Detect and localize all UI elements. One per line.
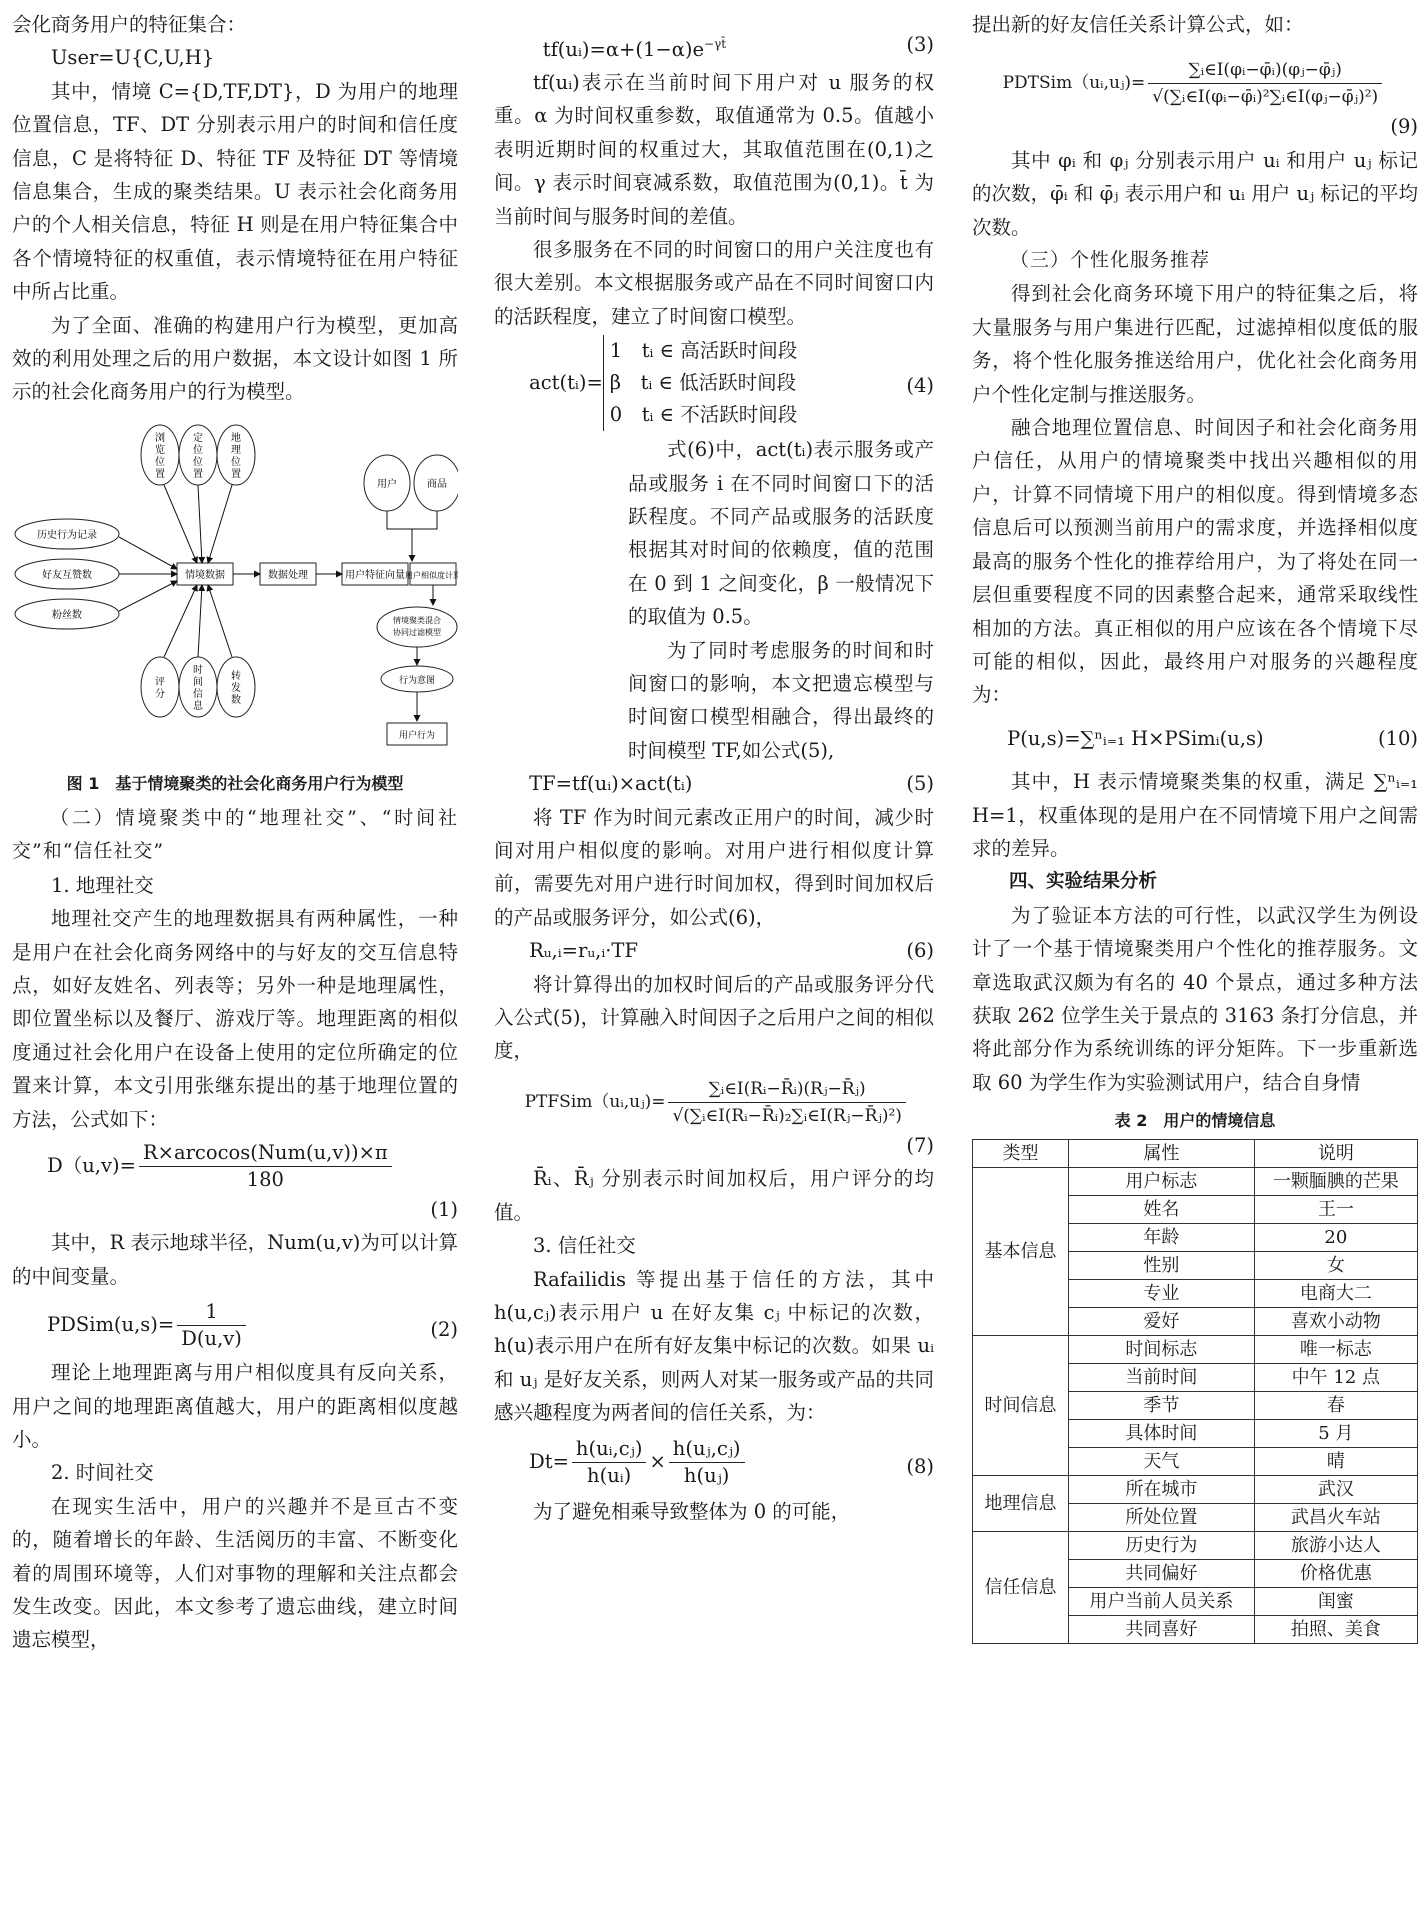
table-row <box>973 1532 1418 1560</box>
table-cell: 季节 <box>1068 1392 1254 1420</box>
paragraph: 得到社会化商务环境下用户的特征集之后，将大量服务与用户集进行匹配，过滤掉相似度低的服务，将个性化服务推送给用户，优化社会化商务用户个性化定制与推送服务。 <box>972 282 1418 406</box>
paragraph: 为了验证本方法的可行性，以武汉学生为例设计了一个基于情境聚类用户个性化的推荐服务。文章选取武汉颇为有名的 40 个景点，通过多种方法获取 262 位学生关于景点的 3163 条打分信息，并将此部分作为系统训练的评分矩阵。下一步重新选取 60 为学生作为实验测试用户，结合自身情 <box>972 903 1418 1094</box>
table-cell: 共同喜好 <box>1068 1616 1254 1644</box>
paragraph: 其中，情境 C={D,TF,DT}，D 为用户的地理位置信息，TF、DT 分别表示用户的时间和信任度信息，C 是将特征 D、特征 TF 及特征 DT 等情境信息集合，生成的聚类结果。U 表示社会化商务用户的个人相关信息，特征 H 则是在用户特征集合中各个情境特征的权重值，表示情境特征在用户特征中所占比重。 <box>12 79 458 304</box>
table-cell: 时间标志 <box>1068 1336 1254 1364</box>
eq4-case-2: β tᵢ ∈ 低活跃时间段 <box>609 371 797 395</box>
equation-user: User=U{C,U,H} <box>51 46 215 70</box>
eq1-denominator: 180 <box>246 1167 284 1191</box>
table-group-cell: 基本信息 <box>973 1168 1069 1336</box>
table-row <box>973 1476 1418 1504</box>
node-history-label: 历史行为记录 <box>37 529 97 541</box>
context-info-table <box>972 1139 1418 1644</box>
eq9-left: PDTSim（uᵢ,uⱼ)= <box>1002 73 1146 94</box>
table-cell: 女 <box>1254 1252 1417 1280</box>
eq1-number: (1) <box>430 1197 458 1221</box>
figure-1 <box>12 421 458 766</box>
subsection-title: 2. 时间社交 <box>51 1461 154 1485</box>
table-header-row <box>973 1140 1418 1168</box>
eq7-number: (7) <box>906 1133 934 1157</box>
table-cell: 旅游小达人 <box>1254 1532 1417 1560</box>
equation-10 <box>972 722 1418 755</box>
table-cell: 王一 <box>1254 1196 1417 1224</box>
table-cell: 拍照、美食 <box>1254 1616 1417 1644</box>
paragraph: R̄ᵢ、R̄ⱼ 分别表示时间加权后，用户评分的均值。 <box>494 1167 934 1224</box>
eq8-num-2: h(uⱼ,cⱼ) <box>669 1436 745 1463</box>
eq2-denominator: D(u,v) <box>181 1327 242 1351</box>
table-cell: 共同偏好 <box>1068 1560 1254 1588</box>
table-cell: 所在城市 <box>1068 1476 1254 1504</box>
paragraph: 在现实生活中，用户的兴趣并不是亘古不变的，随着增长的年龄、生活阅历的丰富、不断变化着的周围环境等，人们对事物的理解和关注点都会发生改变。因此，本文参考了遗忘曲线，建立时间遗忘模型， <box>12 1494 458 1652</box>
section-title: 四、实验结果分析 <box>1009 871 1158 893</box>
paragraph: 提出新的好友信任关系计算公式，如： <box>972 13 1304 36</box>
paragraph: Rafailidis 等提出基于信任的方法，其中 h(u,cⱼ)表示用户 u 在好友集 cⱼ 中标记的次数，h(u)表示用户在所有好友集中标记的次数。如果 uᵢ 和 uⱼ 是好友关系，则两人对某一服务或产品的共同感兴趣程度为两者间的信任关系，为： <box>494 1267 934 1425</box>
node-vector-label: 用户特征向量 <box>345 569 405 581</box>
table-header-cell: 属性 <box>1068 1140 1254 1168</box>
table-cell: 唯一标志 <box>1254 1336 1417 1364</box>
table-cell: 闺蜜 <box>1254 1588 1417 1616</box>
eq3-sup: −γt̄ <box>704 37 727 51</box>
subsection-title: 3. 信任社交 <box>533 1234 636 1258</box>
node-cluster-label-1: 情境聚类混合 <box>393 615 441 625</box>
equation-5 <box>494 767 934 800</box>
eq8-number: (8) <box>906 1454 934 1478</box>
node-timeinfo-label: 时间信息 <box>193 664 203 712</box>
table-cell: 姓名 <box>1068 1196 1254 1224</box>
table-cell: 用户当前人员关系 <box>1068 1588 1254 1616</box>
eq4-case-1: 1 tᵢ ∈ 高活跃时间段 <box>609 339 798 363</box>
table-row <box>973 1168 1418 1196</box>
table-caption: 表 2 用户的情境信息 <box>1114 1111 1276 1131</box>
table-cell: 爱好 <box>1068 1308 1254 1336</box>
eq1-numerator: R×arcocos(Num(u,v))×π <box>139 1140 392 1167</box>
table-group-cell: 地理信息 <box>973 1476 1069 1532</box>
table-cell: 所处位置 <box>1068 1504 1254 1532</box>
table-cell: 历史行为 <box>1068 1532 1254 1560</box>
table-cell: 5 月 <box>1254 1420 1417 1448</box>
table-cell: 武昌火车站 <box>1254 1504 1417 1532</box>
node-fans-label: 粉丝数 <box>52 609 82 621</box>
eq9-denominator: √(∑ᵢ∈I(φᵢ−φ̄ᵢ)²∑ᵢ∈I(φⱼ−φ̄ⱼ)²) <box>1152 87 1379 108</box>
node-cluster-label-2: 协同过滤模型 <box>393 627 441 637</box>
paragraph: 其中，H 表示情境聚类集的权重，满足 ∑ⁿᵢ₌₁ H=1，权重体现的是用户在不同情境下用户之间需求的差异。 <box>972 770 1418 860</box>
table-cell: 一颗腼腆的芒果 <box>1254 1168 1417 1196</box>
table-cell: 武汉 <box>1254 1476 1417 1504</box>
node-behavior-label: 用户行为 <box>398 730 436 741</box>
node-cluster <box>377 607 457 647</box>
table-cell: 价格优惠 <box>1254 1560 1417 1588</box>
paragraph: 为了全面、准确的构建用户行为模型，更加高效的利用处理之后的用户数据，本文设计如图 1 所示的社会化商务用户的行为模型。 <box>12 313 458 404</box>
table-cell: 用户标志 <box>1068 1168 1254 1196</box>
eq5-text: TF=tf(uᵢ)×act(tᵢ) <box>529 772 693 796</box>
eq5-number: (5) <box>906 772 934 796</box>
paragraph: tf(uᵢ)表示在当前时间下用户对 u 服务的权重。α 为时间权重参数，取值通常为 0.5。值越小表明近期时间的权重过大，其取值范围在(0,1)之间。γ 表示时间衰减系数，取值范围为(0,1)。t̄ 为当前时间与服务时间的差值。 <box>494 70 934 228</box>
table-cell: 年龄 <box>1068 1224 1254 1252</box>
node-rating-label: 评分 <box>155 676 165 700</box>
eq8-den-2: h(uⱼ) <box>683 1463 730 1487</box>
eq2-left: PDSim(u,s)= <box>47 1313 175 1337</box>
table-cell: 20 <box>1254 1224 1417 1252</box>
table-cell: 电商大二 <box>1254 1280 1417 1308</box>
eq1-left: D（u,v)= <box>47 1153 136 1177</box>
figure-caption: 图 1 基于情境聚类的社会化商务用户行为模型 <box>66 773 404 793</box>
node-user-label: 用户 <box>377 478 397 490</box>
table-cell: 当前时间 <box>1068 1364 1254 1392</box>
paragraph: 将 TF 作为时间元素改正用户的时间，减少时间对用户相似度的影响。对用户进行相似度计算前，需要先对用户进行时间加权，得到时间加权后的产品或服务评分，如公式(6)， <box>494 805 934 929</box>
paragraph: 会化商务用户的特征集合： <box>12 13 247 36</box>
eq6-number: (6) <box>906 939 934 963</box>
node-context-label: 情境数据 <box>185 569 225 581</box>
node-simcalc-label: 用户相似度计算 <box>405 570 458 580</box>
equation-1 <box>12 1140 458 1193</box>
eq3-number: (3) <box>906 33 934 56</box>
table-header-cell: 类型 <box>973 1140 1069 1168</box>
eq6-text: Rᵤ,ᵢ=rᵤ,ᵢ·TF <box>529 939 638 963</box>
paragraph: 融合地理位置信息、时间因子和社会化商务用户信任，从用户的情境聚类中找出兴趣相似的用户，计算不同情境下用户的相似度。得到情境多态信息后可以预测当前用户的需求度，并选择相似度最高的服务个性化的推荐给用户，为了将处在同一层但重要程度不同的因素整合起来，通常采取线性相加的方法。真正相似的用户应该在各个情境下尽可能的相似，因此，最终用户对服务的兴趣程度为： <box>972 416 1418 707</box>
eq7-denominator: √(∑ᵢ∈I(Rᵢ−R̄ᵢ)₂∑ᵢ∈I(Rⱼ−R̄ⱼ)²) <box>672 1105 902 1126</box>
paragraph: 理论上地理距离与用户相似度具有反向关系，用户之间的地理距离值越大，用户的距离相似度越小。 <box>12 1361 458 1451</box>
paragraph: 式(6)中，act(tᵢ)表示服务或产品或服务 i 在不同时间窗口下的活跃程度。不同产品或服务的活跃度根据其对时间的依赖度，值的范围在 0 到 1 之间变化，β 一般情况下的取值为 0.5。 <box>628 438 934 629</box>
table-group-cell: 时间信息 <box>973 1336 1069 1476</box>
eq7-numerator: ∑ᵢ∈I(Rᵢ−R̄ᵢ)(Rⱼ−R̄ⱼ) <box>668 1076 905 1103</box>
node-intent-label: 行为意图 <box>398 675 436 686</box>
node-locate-label: 定位位置 <box>193 432 203 480</box>
node-forward-label: 转发数 <box>231 670 241 706</box>
eq4-left: act(tᵢ)= <box>529 370 603 394</box>
table-cell: 春 <box>1254 1392 1417 1420</box>
eq2-number: (2) <box>430 1318 458 1342</box>
node-geo-label: 地理位置 <box>231 432 241 480</box>
table-cell: 天气 <box>1068 1448 1254 1476</box>
equation-4 <box>494 335 934 431</box>
column-right <box>972 8 1418 1644</box>
eq4-case-3: 0 tᵢ ∈ 不活跃时间段 <box>609 403 798 427</box>
table-cell: 晴 <box>1254 1448 1417 1476</box>
paragraph: 地理社交产生的地理数据具有两种属性，一种是用户在社会化商务网络中的与好友的交互信息特点，如好友姓名、列表等；另外一种是地理属性，即位置坐标以及餐厅、游戏厅等。地理距离的相似度通过社会化用户在设备上使用的定位所确定的位置来计算，本文引用张继东提出的基于地理位置的方法，公式如下： <box>12 907 458 1131</box>
eq2-numerator: 1 <box>177 1299 246 1326</box>
table-row <box>973 1336 1418 1364</box>
eq10-text: P(u,s)=∑ⁿᵢ₌₁ H×PSimᵢ(u,s) <box>1007 726 1264 750</box>
eq4-number: (4) <box>906 374 934 398</box>
node-friends-label: 好友互赞数 <box>42 569 92 581</box>
paragraph: 为了避免相乘导致整体为 0 的可能， <box>533 1499 851 1523</box>
eq8-num-1: h(uᵢ,cⱼ) <box>572 1436 647 1463</box>
node-process-label: 数据处理 <box>268 569 308 581</box>
table-cell: 喜欢小动物 <box>1254 1308 1417 1336</box>
paragraph: 其中 φᵢ 和 φⱼ 分别表示用户 uᵢ 和用户 uⱼ 标记的次数，φ̄ᵢ 和 φ̄ⱼ 表示用户和 uᵢ 用户 uⱼ 标记的平均次数。 <box>972 148 1418 239</box>
table-cell: 性别 <box>1068 1252 1254 1280</box>
node-goods-label: 商品 <box>427 478 447 490</box>
eq9-number: (9) <box>1390 115 1418 139</box>
eq3-text: tf(uᵢ)=α+(1−α)e <box>542 37 705 61</box>
table-cell: 专业 <box>1068 1280 1254 1308</box>
eq10-number: (10) <box>1377 726 1418 750</box>
equation-8: Dt= $\frac{\text{h(uᵢ,cⱼ)}}{\text{h(uᵢ)}}$ × $\frac{\text{h(uⱼ,cⱼ)}}{\text{h(uⱼ)}}$ (8) <box>494 1436 934 1489</box>
section-title: （二）情境聚类中的“地理社交”、“时间社交”和“信任社交” <box>12 806 458 863</box>
equation-2 <box>12 1299 458 1352</box>
eq8-left: Dt= <box>529 1449 569 1473</box>
equation-6 <box>494 934 934 967</box>
column-middle <box>494 8 934 1528</box>
section-title: （三）个性化服务推荐 <box>1010 249 1211 272</box>
node-browse-label: 浏览位置 <box>155 432 165 480</box>
paragraph: 为了同时考虑服务的时间和时间窗口的影响，本文把遗忘模型与时间窗口模型相融合，得出最终的时间模型 TF,如公式(5), <box>628 638 934 762</box>
table-header-cell: 说明 <box>1254 1140 1417 1168</box>
table-cell: 中午 12 点 <box>1254 1364 1417 1392</box>
eq8-den-1: h(uᵢ) <box>587 1463 632 1487</box>
subsection-title: 1. 地理社交 <box>51 873 154 897</box>
equation-3 <box>494 28 934 66</box>
paragraph: 将计算得出的加权时间后的产品或服务评分代入公式(5)，计算融入时间因子之后用户之间的相似度， <box>494 972 934 1063</box>
eq7-left: PTFSim（uᵢ,uⱼ)= <box>524 1091 666 1112</box>
paragraph: 很多服务在不同的时间窗口的用户关注度也有很大差别。本文根据服务或产品在不同时间窗口内的活跃程度，建立了时间窗口模型。 <box>494 237 934 328</box>
paragraph: 其中，R 表示地球半径，Num(u,v)为可以计算的中间变量。 <box>12 1231 458 1288</box>
equation-9 <box>972 57 1418 110</box>
behavior-model-diagram <box>12 421 458 766</box>
equation-7 <box>494 1076 934 1129</box>
table-cell: 具体时间 <box>1068 1420 1254 1448</box>
column-left <box>12 8 458 1657</box>
eq9-numerator: ∑ᵢ∈I(φᵢ−φ̄ᵢ)(φⱼ−φ̄ⱼ) <box>1148 57 1382 84</box>
table-group-cell: 信任信息 <box>973 1532 1069 1644</box>
